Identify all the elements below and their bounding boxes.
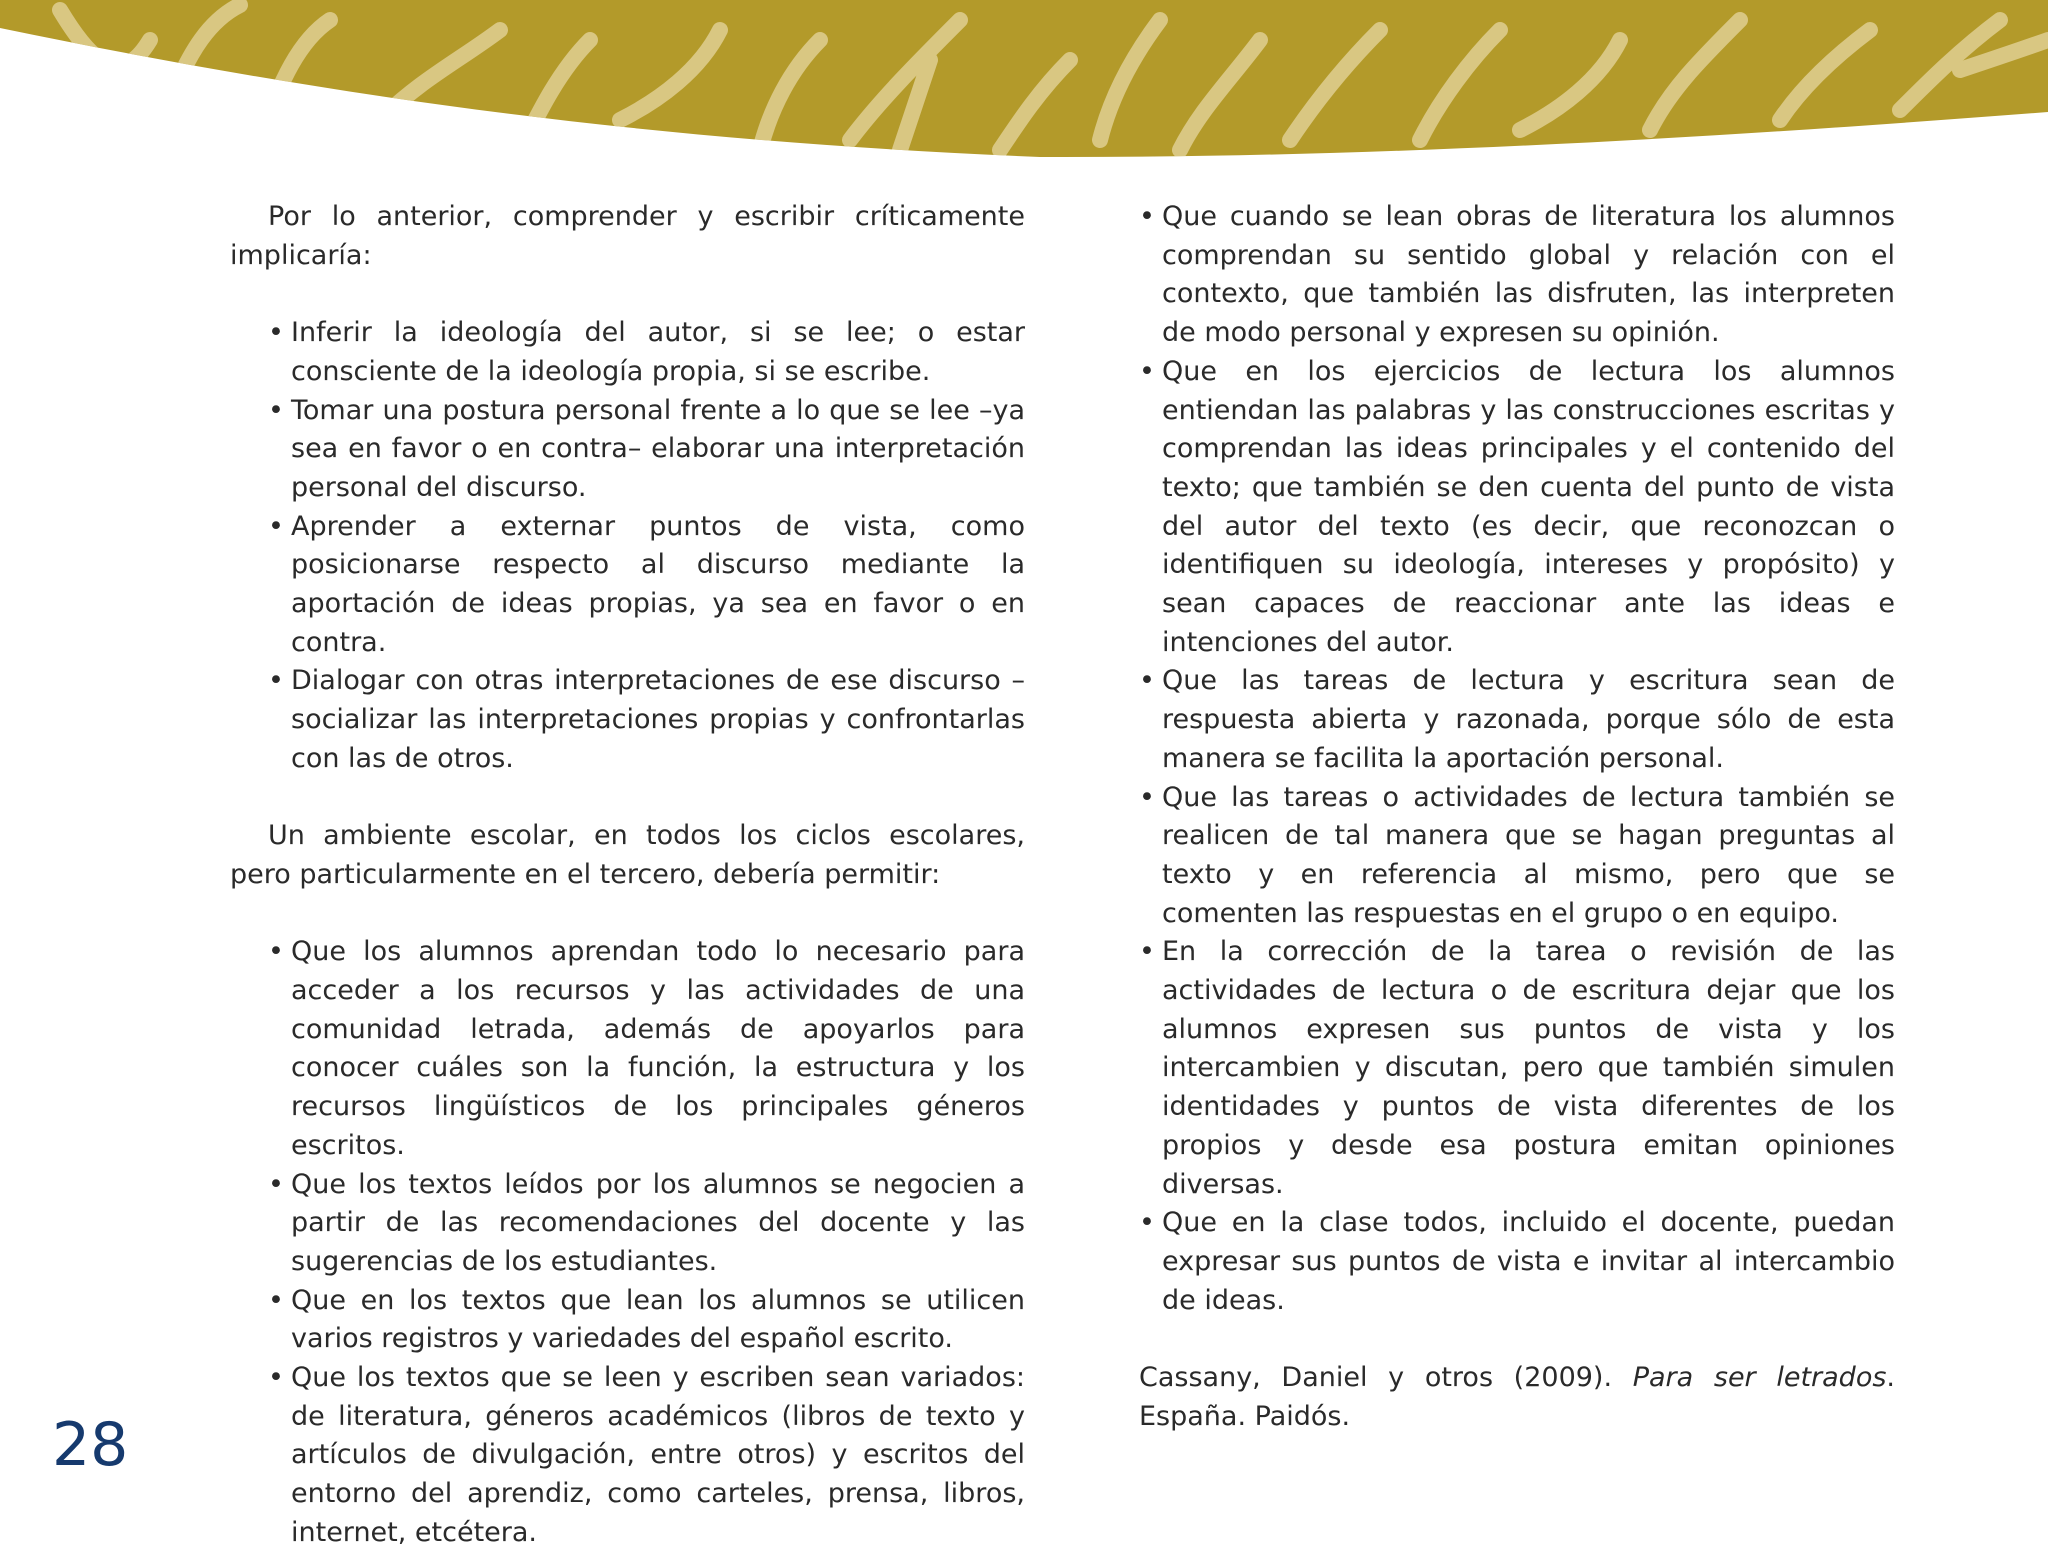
right-column (1139, 198, 1895, 1436)
list-item: • Que en los textos que lean los alumnos se utilicen varios registros y variedades del español escrito. (291, 1282, 1025, 1359)
bibliographic-reference (1139, 1359, 1895, 1436)
left-column (230, 198, 1025, 1553)
reference-title: Para ser letrados (1632, 1362, 1887, 1394)
list-item: • Que los alumnos aprendan todo lo necesario para acceder a los recursos y las actividades de una comunidad letrada, además de apoyarlos para conocer cuáles son la función, la estructura y los recursos lingüísticos de los principales géneros escritos. (291, 933, 1025, 1165)
list-item: • Que cuando se lean obras de literatura los alumnos comprendan su sentido global y relación con el contexto, que también las disfruten, las interpreten de modo personal y expresen su opinión. (1162, 198, 1895, 353)
list-item: • Que las tareas o actividades de lectura también se realicen de tal manera que se hagan preguntas al texto y en referencia al mismo, pero que se comenten las respuestas en el grupo o en equipo. (1162, 779, 1895, 934)
reading-activities-list (1139, 198, 1895, 1320)
school-environment-paragraph: Un ambiente escolar, en todos los ciclos escolares, pero particularmente en el tercero, debería permitir: (230, 820, 1025, 890)
list-item: • Que los textos que se leen y escriben sean variados: de literatura, géneros académicos (libros de texto y artículos de divulgación, entre otros) y escritos del entorno del aprendiz, como carteles, prensa, libros, internet, etcétera. (291, 1359, 1025, 1553)
intro-paragraph: Por lo anterior, comprender y escribir críticamente implicaría: (230, 201, 1025, 271)
list-item: • Aprender a externar puntos de vista, como posicionarse respecto al discurso mediante la aportación de ideas propias, ya sea en favor o en contra. (291, 508, 1025, 663)
reference-publisher: . España. Paidós. (1139, 1362, 1895, 1432)
list-item: • Tomar una postura personal frente a lo que se lee –ya sea en favor o en contra– elaborar una interpretación personal del discurso. (291, 392, 1025, 508)
list-item: • Que en los ejercicios de lectura los alumnos entiendan las palabras y las construcciones escritas y comprendan las ideas principales y el contenido del texto; que también se den cuenta del punto de vista del autor del texto (es decir, que reconozcan o identifiquen su ideología, intereses y propósito) y sean capaces de reaccionar ante las ideas e intenciones del autor. (1162, 353, 1895, 663)
list-item: • Que las tareas de lectura y escritura sean de respuesta abierta y razonada, porque sólo de esta manera se facilita la aportación personal. (1162, 662, 1895, 778)
list-item: • En la corrección de la tarea o revisión de las actividades de lectura o de escritura dejar que los alumnos expresen sus puntos de vista y los intercambien y discutan, pero que también simulen identidades y puntos de vista diferentes de los propios y desde esa postura emitan opiniones diversas. (1162, 933, 1895, 1204)
decorative-header-banner (0, 0, 2048, 160)
list-item: • Que los textos leídos por los alumnos se negocien a partir de las recomendaciones del docente y las sugerencias de los estudiantes. (291, 1166, 1025, 1282)
list-item: • Inferir la ideología del autor, si se lee; o estar consciente de la ideología propia, si se escribe. (291, 314, 1025, 391)
school-environment-list (230, 933, 1025, 1552)
page-number: 28 (52, 1410, 129, 1480)
reference-authors: Cassany, Daniel y otros (2009). (1139, 1362, 1633, 1394)
critical-reading-list (230, 314, 1025, 778)
list-item: • Que en la clase todos, incluido el docente, puedan expresar sus puntos de vista e invitar al intercambio de ideas. (1162, 1204, 1895, 1320)
list-item: • Dialogar con otras interpretaciones de ese discurso –socializar las interpretaciones propias y confrontarlas con las de otros. (291, 662, 1025, 778)
